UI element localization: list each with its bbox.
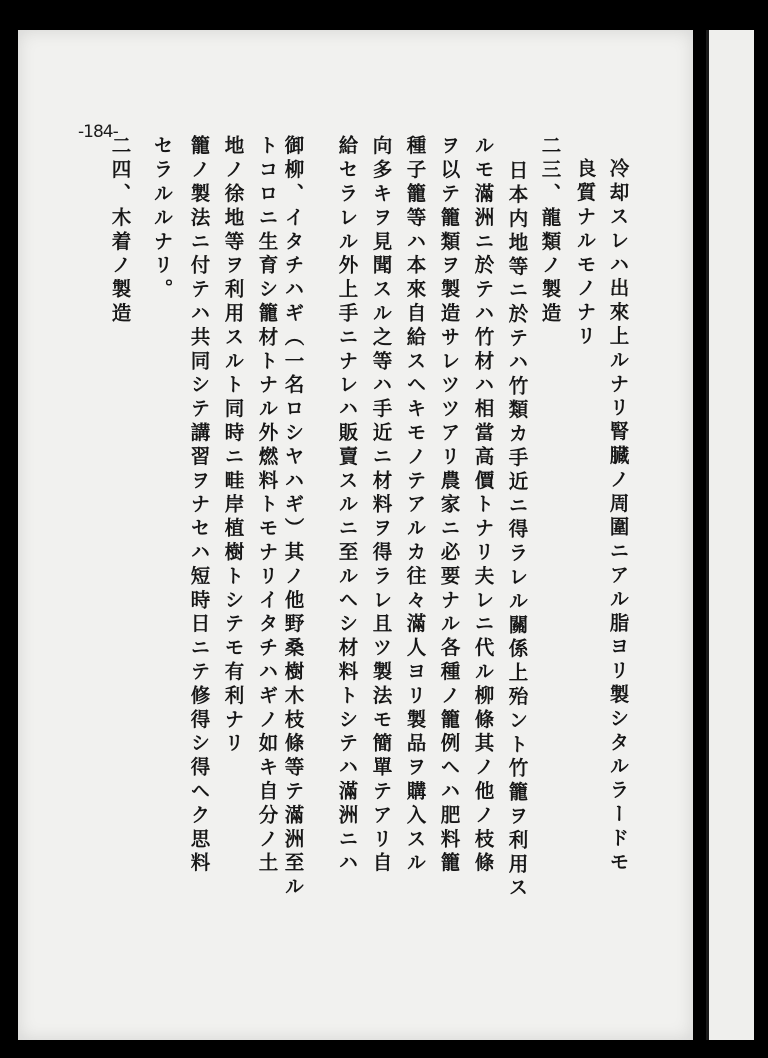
text-column-9: 給セラレル外上手ニナレハ販賣スルニ至ルヘシ材料トシテハ滿洲ニハ bbox=[335, 135, 359, 876]
next-page-edge bbox=[706, 30, 754, 1040]
text-column-10: 御柳、イタチハギ（一名ロシヤハギ）其ノ他野桑樹木枝條等テ滿洲至ル bbox=[281, 135, 305, 900]
text-column-12: 地ノ徐地等ヲ利用スルト同時ニ畦岸植樹トシテモ有利ナリ bbox=[221, 135, 245, 757]
text-column-13: 籠ノ製法ニ付テハ共同シテ講習ヲナセハ短時日ニテ修得シ得ヘク思料 bbox=[187, 135, 211, 876]
text-column-7: 種子籠等ハ本來自給スヘキモノテアルカ往々滿人ヨリ製品ヲ購入スル bbox=[403, 135, 427, 876]
text-column-1: 冷却スレハ出來上ルナリ腎臓ノ周圍ニアル脂ヨリ製シタルラードモ bbox=[606, 158, 630, 875]
text-column-5: ルモ滿洲ニ於テハ竹材ハ相當高價トナリ夫レニ代ル柳條其ノ他ノ枝條 bbox=[471, 135, 495, 876]
text-column-4: 日本内地等ニ於テハ竹類カ手近ニ得ラレル關係上殆ント竹籠ヲ利用ス bbox=[505, 160, 529, 901]
text-column-14: セラルルナリ。 bbox=[150, 135, 174, 303]
text-column-11: トコロニ生育シ籠材トナル外燃料トモナリイタチハギノ如キ自分ノ土 bbox=[255, 135, 279, 876]
section-heading-24: 二四、木着ノ製造 bbox=[108, 135, 132, 327]
text-column-2: 良質ナルモノナリ bbox=[573, 158, 597, 350]
section-heading-23: 二三、龍類ノ製造 bbox=[538, 135, 562, 327]
page-number: -184- bbox=[78, 122, 118, 142]
text-column-6: ヲ以テ籠類ヲ製造サレツツアリ農家ニ必要ナル各種ノ籠例ヘハ肥料籠 bbox=[437, 135, 461, 876]
text-column-8: 向多キヲ見聞スル之等ハ手近ニ材料ヲ得ラレ且ツ製法モ簡單テアリ自 bbox=[369, 135, 393, 876]
